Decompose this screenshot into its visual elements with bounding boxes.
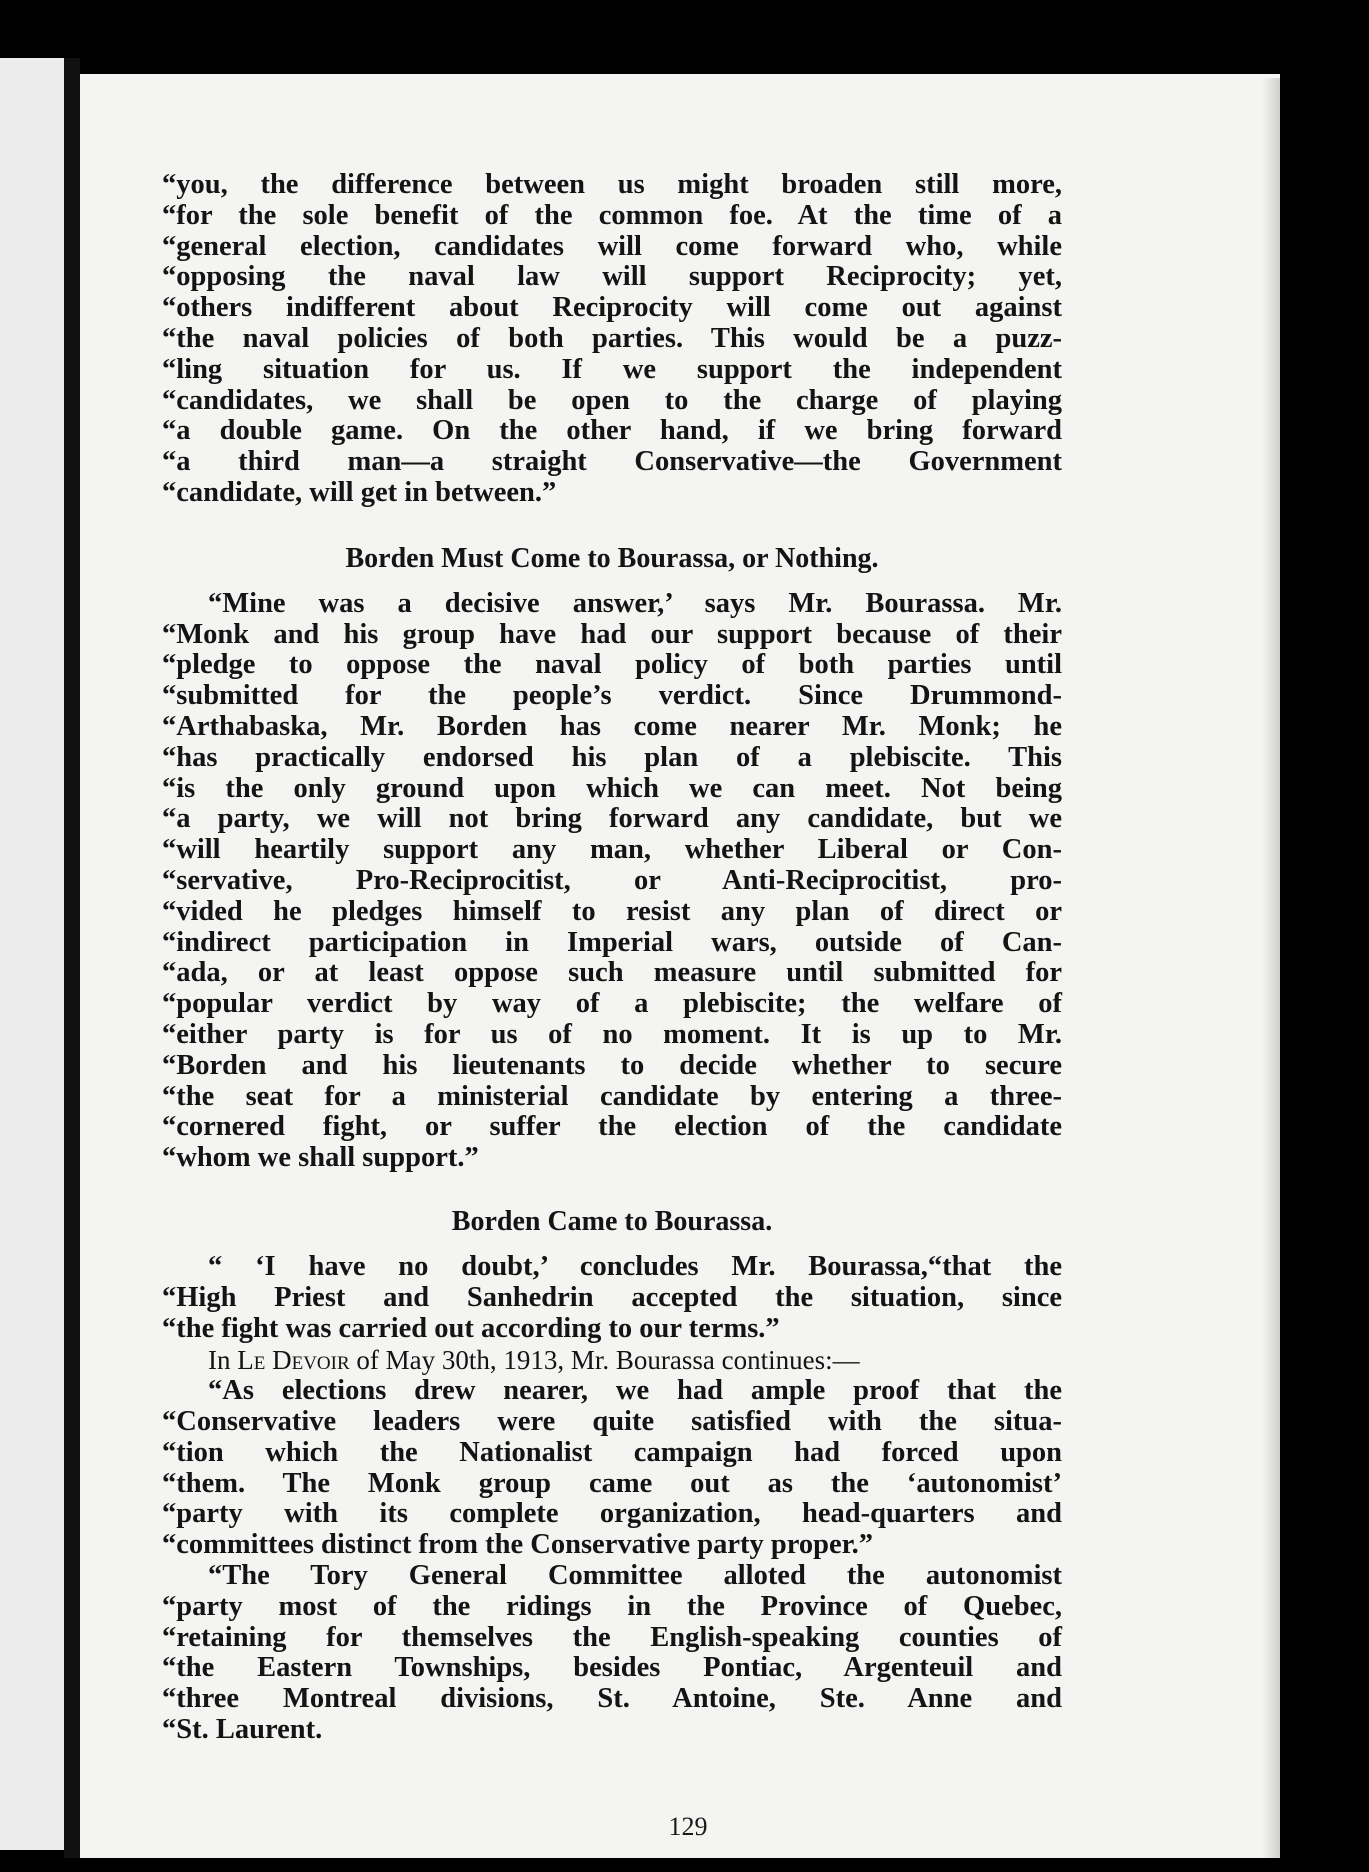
text-line: “for the sole benefit of the common foe. At the time of a [162, 199, 1062, 231]
paragraph-3 [162, 1252, 1062, 1344]
text-line: “candidates, we shall be open to the charge of playing [162, 384, 1062, 416]
page-number: 129 [668, 1812, 708, 1841]
text-line: “whom we shall support.” [162, 1142, 479, 1174]
text-line: “vided he pledges himself to resist any plan of direct or [162, 895, 1062, 927]
text-line: “the naval policies of both parties. This would be a puzz- [162, 322, 1062, 354]
text-line: “a party, we will not bring forward any candidate, but we [162, 803, 1062, 835]
text-line: “committees distinct from the Conservative party proper.” [162, 1529, 874, 1561]
text-line: “party with its complete organization, head-quarters and [162, 1498, 1062, 1530]
text-line: “a double game. On the other hand, if we bring forward [162, 415, 1062, 447]
text-line: “High Priest and Sanhedrin accepted the situation, since [162, 1281, 1062, 1313]
section-heading: Borden Must Come to Bourassa, or Nothing. [345, 542, 879, 574]
newspaper-title: Le Devoir [237, 1345, 350, 1376]
source-intro-line [162, 1344, 1062, 1376]
text-line: “general election, candidates will come forward who, while [162, 230, 1062, 262]
text-line: “has practically endorsed his plan of a plebiscite. This [162, 741, 1062, 773]
page-edge-shadow [1262, 78, 1280, 1858]
text-line: “the Eastern Townships, besides Pontiac, Argenteuil and [162, 1652, 1062, 1684]
text-line: “three Montreal divisions, St. Antoine, Ste. Anne and [162, 1683, 1062, 1715]
page-text [162, 170, 1062, 1746]
text-line: “Borden and his lieutenants to decide whether to secure [162, 1049, 1062, 1081]
paragraph-2 [162, 589, 1062, 1174]
paragraph-4 [162, 1376, 1062, 1561]
text-line: “Monk and his group have had our support because of their [162, 618, 1062, 650]
section-heading: Borden Came to Bourassa. [451, 1205, 773, 1237]
text-line: “The Tory General Committee alloted the autonomist [208, 1560, 1062, 1592]
text-line: “Conservative leaders were quite satisfied with the situa- [162, 1406, 1062, 1438]
text-line: “party most of the ridings in the Province of Quebec, [162, 1590, 1062, 1622]
text-line: “candidate, will get in between.” [162, 476, 557, 508]
text-line: “submitted for the people’s verdict. Since Drummond- [162, 680, 1062, 712]
text-line: “cornered fight, or suffer the election of the candidate [162, 1111, 1062, 1143]
text-line: “St. Laurent. [162, 1714, 323, 1746]
text-line: “Mine was a decisive answer,’ says Mr. Bourassa. Mr. [208, 587, 1062, 619]
text-line: “popular verdict by way of a plebiscite; the welfare of [162, 988, 1062, 1020]
text-line: “a third man—a straight Conservative—the Government [162, 446, 1062, 478]
text-line: “opposing the naval law will support Reciprocity; yet, [162, 261, 1062, 293]
text-line: “retaining for themselves the English-speaking counties of [162, 1621, 1062, 1653]
text-line: “either party is for us of no moment. It is up to Mr. [162, 1018, 1062, 1050]
text-line: “ada, or at least oppose such measure until submitted for [162, 957, 1062, 989]
text-line: “servative, Pro-Reciprocitist, or Anti-Reciprocitist, pro- [162, 864, 1062, 896]
intro-text: In [208, 1345, 238, 1376]
text-line: “them. The Monk group came out as the ‘autonomist’ [162, 1467, 1062, 1499]
facing-page-edge [0, 58, 68, 1850]
text-line: “the seat for a ministerial candidate by entering a three- [162, 1080, 1062, 1112]
text-line: “others indifferent about Reciprocity will come out against [162, 292, 1062, 324]
text-line: “tion which the Nationalist campaign had forced upon [162, 1436, 1062, 1468]
text-line: “will heartily support any man, whether Liberal or Con- [162, 834, 1062, 866]
intro-text: of May 30th, 1913, Mr. Bourassa continues:— [349, 1345, 860, 1376]
book-spine [64, 58, 80, 1858]
text-line: “is the only ground upon which we can meet. Not being [162, 772, 1062, 804]
paragraph-1 [162, 170, 1062, 509]
text-line: “ling situation for us. If we support the independent [162, 353, 1062, 385]
text-line: “As elections drew nearer, we had ample proof that the [208, 1375, 1062, 1407]
text-line: “you, the difference between us might broaden still more, [162, 169, 1062, 200]
text-line: “ ‘I have no doubt,’ concludes Mr. Bourassa,“that the [208, 1250, 1062, 1282]
text-line: “Arthabaska, Mr. Borden has come nearer Mr. Monk; he [162, 710, 1062, 742]
text-line: “pledge to oppose the naval policy of both parties until [162, 649, 1062, 681]
text-line: “the fight was carried out according to our terms.” [162, 1312, 780, 1344]
paragraph-5 [162, 1561, 1062, 1746]
text-line: “indirect participation in Imperial wars, outside of Can- [162, 926, 1062, 958]
